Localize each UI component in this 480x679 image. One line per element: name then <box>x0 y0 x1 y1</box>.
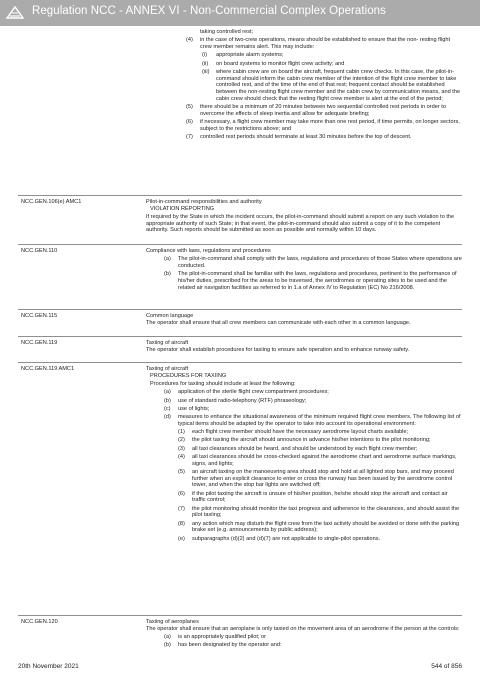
list-item: (1) each flight crew member should have the necessary aerodrome layout charts available; <box>178 429 409 436</box>
page-number: 544 of 856 <box>431 663 462 670</box>
row-body <box>142 26 462 142</box>
easa-logo-icon <box>6 4 24 22</box>
paragraph: taking controlled rest; <box>200 29 254 35</box>
list-item: (ii) on board systems to monitor flight crew activity; and <box>202 60 345 67</box>
row-ref: NCC.GEN.110 <box>21 248 58 254</box>
list-item: (a) is an appropriately qualified pilot; or <box>164 634 266 640</box>
row-subtitle: PROCEDURES FOR TAXIING <box>150 372 227 379</box>
table-row <box>18 336 462 362</box>
list-item: (2) the pilot taxiing the aircraft should announce in advance his/her intentions to the pilot monitoring; <box>178 437 431 444</box>
row-body <box>142 196 462 236</box>
table-row <box>18 244 462 309</box>
list-item: (iii) where cabin crew are on board the aircraft, frequent cabin crew checks. In this case, the pilot-in-command should inform the cabin crew member of the intention of the flight crew member to take controlled rest, and of the time of the end of that rest; frequent contact should be established between the non-resting flight crew member and the cabin crew by communication means, and the cabin crew should check that the resting flight crew member is alert at the end of the period; <box>202 68 461 102</box>
table-row <box>18 362 462 615</box>
row-title: Taxiing of aeroplanes <box>146 619 199 625</box>
list-item: (8) any action which may disturb the flight crew from the taxi activity should be avoided or done with the parking brake set (e.g. announcements by public address); <box>178 520 460 534</box>
list-item: (7) controlled rest periods should terminate at least 30 minutes before the top of descent. <box>186 134 412 140</box>
row-body <box>142 363 462 546</box>
list-item: (i) appropriate alarm systems; <box>202 52 284 59</box>
row-ref: NCC.GEN.115 <box>21 313 58 319</box>
list-item: (6) if necessary, a flight crew member may take more than one rest period, if time permits, on longer sectors, subject to the restrictions above; and <box>186 119 460 132</box>
list-item: (a) application of the sterile flight crew compartment procedures; <box>164 389 329 396</box>
paragraph: Procedures for taxiing should include at least the following: <box>150 381 296 387</box>
row-body <box>142 245 462 293</box>
list-item: (b) The pilot-in-command shall be familiar with the laws, regulations and procedures, pertinent to the performance of his/her duties, prescribed for the areas to be traversed, the aerodromes or operating sites to be used and the related air navigation facilities as referred to in 1.a of Annex IV to Regulation (EC) No 216/2008. <box>164 271 457 291</box>
row-ref: NCC.GEN.120 <box>21 619 58 625</box>
row-ref <box>18 26 142 29</box>
table-row <box>18 195 462 244</box>
row-ref: NCC.GEN.106(e) AMC1 <box>21 199 82 205</box>
list-item: (4) all taxi clearances should be cross-checked against the aerodrome chart and aerodrome surface markings, signs, and lights; <box>178 454 457 467</box>
footer-date: 20th November 2021 <box>18 663 79 670</box>
list-item: (5) an aircraft taxiing on the manoeuvring area should stop and hold at all lighted stop bars, and may proceed further when an explicit clearance to enter or cross the runway has been issued by the aerodrome control tower, and when the stop bar lights are switched off; <box>178 469 454 489</box>
list-item: (a) The pilot-in-command shall comply with the laws, regulations and procedures of those States where operations are conducted. <box>164 256 462 269</box>
list-item: (4) in the case of two-crew operations, means should be established to ensure that the non- resting flight crew member remains alert. This may include: <box>186 37 451 50</box>
list-item: (b) use of standard radio-telephony (RTF) phraseology; <box>164 397 307 404</box>
table-row <box>18 615 462 661</box>
paragraph: If required by the State in which the incident occurs, the pilot-in-command should submit a report on any such violation to the appropriate authority of such State; in that event, the pilot-in-command should also submit a copy of it to the competent authority. Such reports should be submitted as soon as possible and normally within 10 days. <box>146 214 455 234</box>
paragraph: The operator shall establish procedures for taxiing to ensure safe operation and to enhance runway safety. <box>146 346 410 353</box>
row-body <box>142 310 462 328</box>
row-ref: NCC.GEN.119 <box>21 340 58 346</box>
table-row <box>18 26 462 194</box>
list-item: (d) measures to enhance the situational awareness of the minimum required flight crew members. The following list of typical items should be adapted by the operator to take into account its operational environment: <box>164 414 461 427</box>
document-title: Regulation NCC - ANNEX VI - Non-Commercial Complex Operations <box>32 5 386 17</box>
row-subtitle: VIOLATION REPORTING <box>150 205 215 212</box>
document-header <box>0 0 480 26</box>
row-body <box>142 616 462 651</box>
row-title: Taxiing of aircraft <box>146 340 189 346</box>
row-ref: NCC.GEN.119 AMC1 <box>21 366 75 372</box>
list-item: (c) use of lights; <box>164 405 210 412</box>
list-item: (5) there should be a minimum of 20 minutes between two sequential controlled rest periods in order to overcome the effects of sleep inertia and allow for adequate briefing; <box>186 104 446 117</box>
paragraph: The operator shall ensure that all crew members can communicate with each other in a common language. <box>146 319 411 326</box>
list-item: (b) has been designated by the operator and: <box>164 642 282 649</box>
row-title: Common language <box>146 313 194 319</box>
row-body <box>142 337 462 355</box>
row-title: Taxiing of aircraft <box>146 366 189 372</box>
row-title: Compliance with laws, regulations and procedures <box>146 248 271 254</box>
list-item: (3) all taxi clearances should be heard, and should be understood by each flight crew member; <box>178 445 418 452</box>
list-item: (7) the pilot monitoring should monitor the taxi progress and adherence to the clearances, and should assist the pilot taxiing; <box>178 505 460 519</box>
row-title: Pilot-in-command responsibilities and authority <box>146 199 262 205</box>
list-item: (e) subparagraphs (d)(2) and (d)(7) are not applicable to single-pilot operations. <box>178 535 381 542</box>
table-row <box>18 309 462 336</box>
paragraph: The operator shall ensure that an aeroplane is only taxied on the movement area of an aerodrome if the person at the controls: <box>146 625 460 632</box>
list-item: (6) if the pilot taxiing the aircraft is unsure of his/her position, he/she should stop the aircraft and contact air traffic control; <box>178 490 448 504</box>
